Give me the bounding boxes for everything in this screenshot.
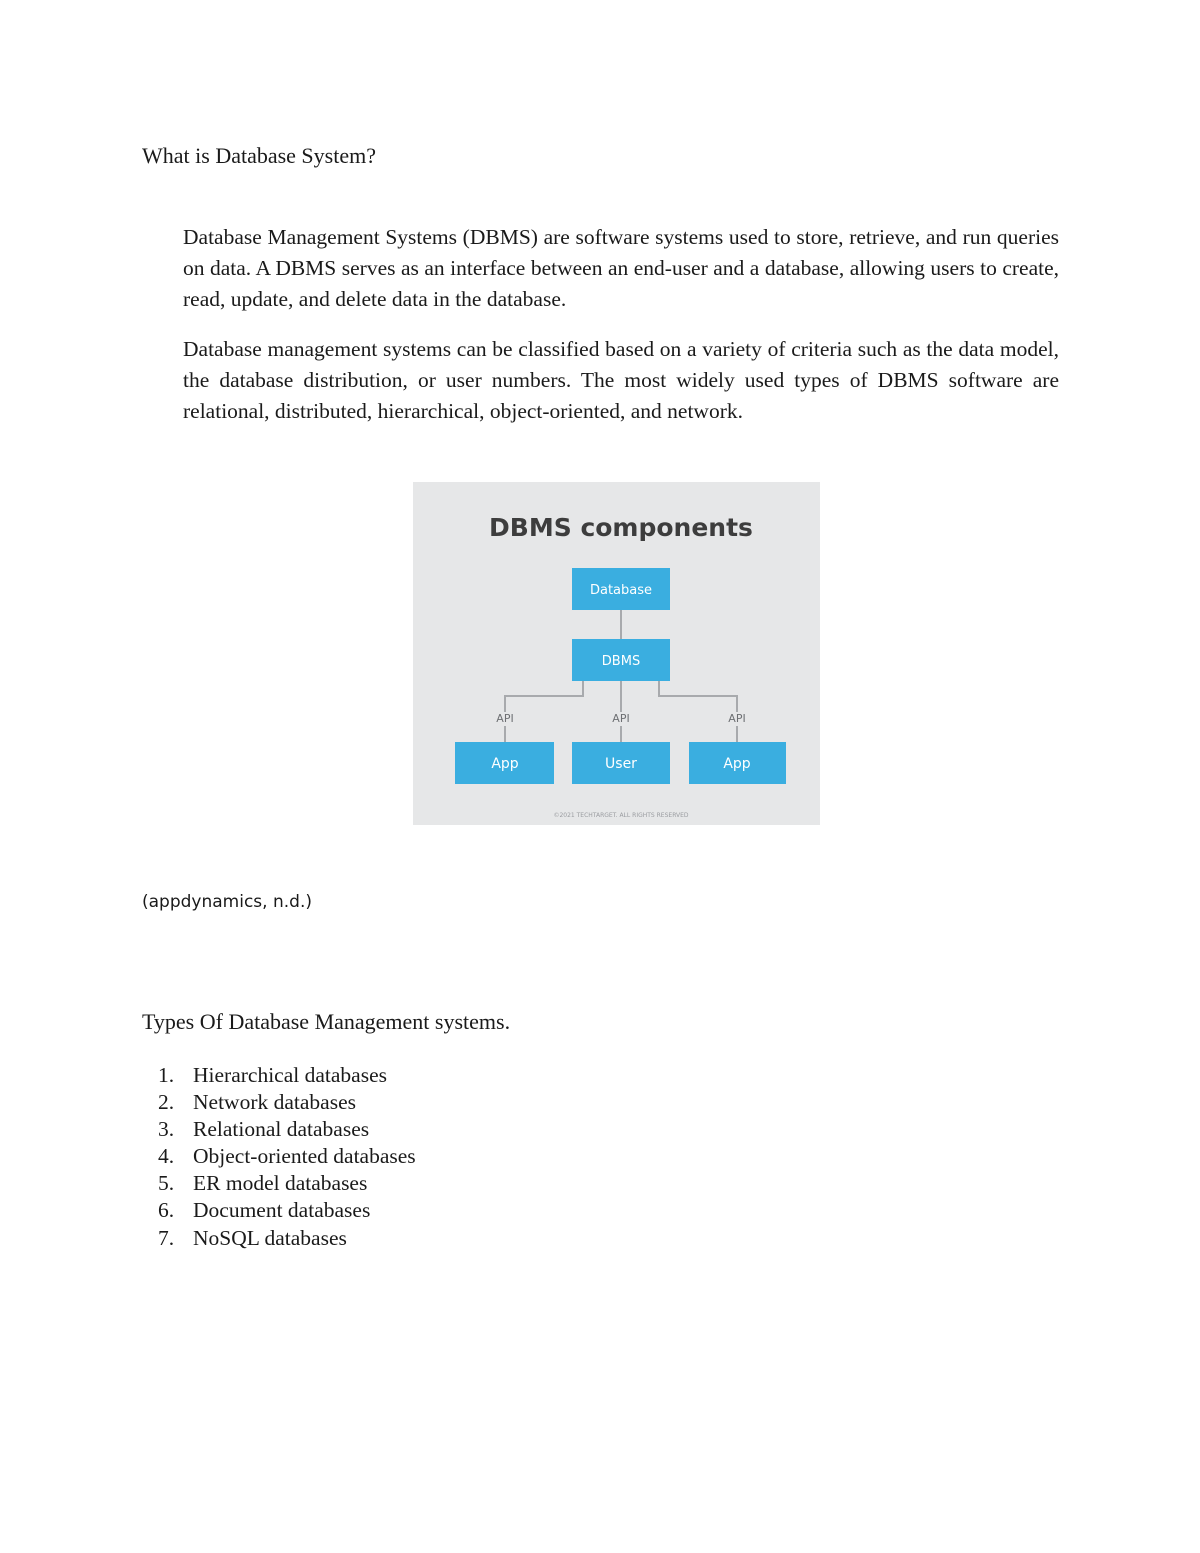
dbms-components-diagram <box>413 482 820 825</box>
list-item-number: 3. <box>158 1117 175 1142</box>
app-label-right: App <box>723 756 751 772</box>
list-item-number: 1. <box>158 1063 175 1087</box>
app-label-left: App <box>491 756 519 772</box>
user-label: User <box>605 756 637 772</box>
list-item-label: Network databases <box>193 1090 356 1115</box>
list-item-number: 7. <box>158 1225 175 1250</box>
list-item-number: 2. <box>158 1090 175 1115</box>
dbms-label: DBMS <box>601 654 641 669</box>
dbms-components-figure <box>413 482 820 825</box>
list-item-label: Relational databases <box>193 1117 370 1142</box>
paragraph-definition: Database Management Systems (DBMS) are software systems used to store, retrieve, and run queries on data. A DBMS serves as an interface between an end-user and a database, allowing users to create, read, update, and delete data in the database. <box>183 225 1059 311</box>
paragraph-classification: Database management systems can be classified based on a variety of criteria such as the data model, the database distribution, or user numbers. The most widely used types of DBMS software are relational, distributed, hierarchical, object-oriented, and network. <box>183 337 1059 423</box>
list-item-label: Hierarchical databases <box>193 1063 387 1087</box>
list-item-label: Object-oriented databases <box>193 1144 416 1169</box>
api-label-left: API <box>496 712 514 725</box>
api-label-center: API <box>612 712 630 725</box>
figure-title: DBMS components <box>489 513 753 542</box>
database-label: Database <box>589 583 653 598</box>
list-item-number: 6. <box>158 1198 175 1223</box>
list-item-label: Document databases <box>193 1198 371 1223</box>
citation: (appdynamics, n.d.) <box>142 892 312 912</box>
list-item-label: NoSQL databases <box>193 1225 347 1250</box>
types-heading: Types Of Database Management systems. <box>142 1009 511 1034</box>
list-item-number: 5. <box>158 1171 175 1196</box>
list-item-number: 4. <box>158 1144 175 1169</box>
api-label-right: API <box>728 712 746 725</box>
section-heading: What is Database System? <box>142 143 376 168</box>
figure-copyright: ©2021 TECHTARGET. ALL RIGHTS RESERVED <box>553 812 689 819</box>
list-item-label: ER model databases <box>193 1171 368 1196</box>
